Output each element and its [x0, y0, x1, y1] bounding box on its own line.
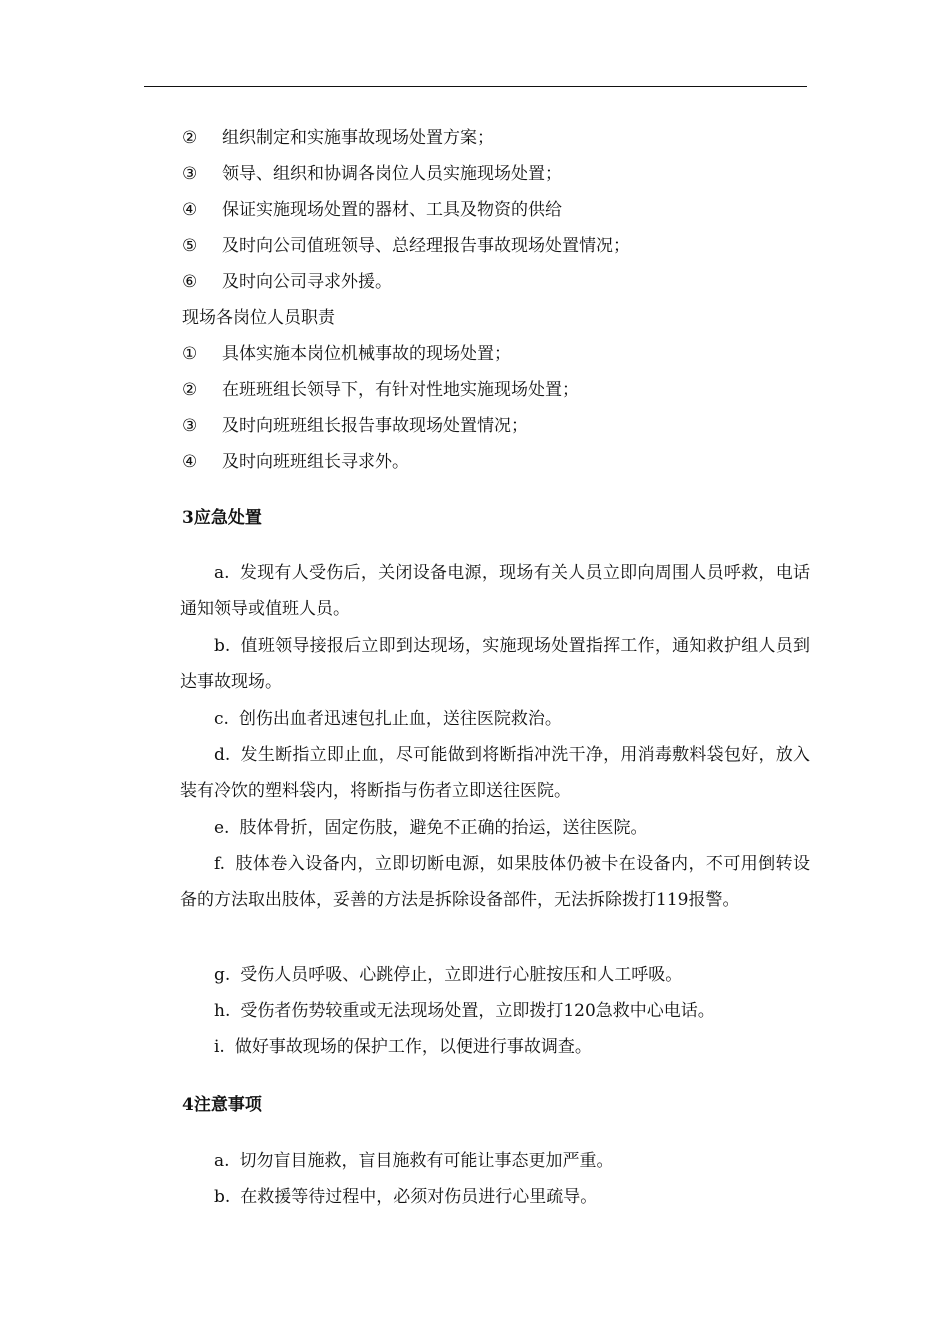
- paragraph-text: 发生断指立即止血，尽可能做到将断指冲洗干净，用消毒敷料袋包好，放入装有冷饮的塑料袋内，将断指与伤者立即送往医院。: [180, 745, 810, 801]
- item-marker: a.: [214, 563, 230, 583]
- list-text: 保证实施现场处置的器材、工具及物资的供给: [222, 200, 562, 220]
- item-marker: c.: [214, 709, 229, 729]
- paragraph: [180, 810, 810, 846]
- paragraph-text: 肢体骨折，固定伤肢，避免不正确的抬运，送往医院。: [239, 818, 648, 838]
- item-marker: f.: [214, 854, 226, 874]
- paragraph: [180, 1029, 810, 1065]
- list-number: ③: [182, 416, 198, 436]
- list-text: 领导、组织和协调各岗位人员实施现场处置；: [222, 164, 562, 184]
- section-heading: 4注意事项: [182, 1095, 262, 1115]
- paragraph: [180, 993, 810, 1029]
- list-item: [182, 379, 579, 401]
- list-text: 组织制定和实施事故现场处置方案；: [222, 128, 494, 148]
- list-item: [182, 451, 409, 473]
- item-marker: h.: [214, 1001, 231, 1021]
- list-item: [182, 235, 630, 257]
- paragraph-text: 值班领导接报后立即到达现场，实施现场处置指挥工作，通知救护组人员到达事故现场。: [180, 636, 810, 692]
- list-number: ④: [182, 200, 198, 220]
- item-marker: b.: [214, 1187, 231, 1207]
- list-item: [182, 199, 562, 221]
- paragraph: [180, 1143, 810, 1179]
- list-number: ②: [182, 128, 198, 148]
- paragraph-text: 切勿盲目施救，盲目施救有可能让事态更加严重。: [239, 1151, 614, 1171]
- section-heading: 3应急处置: [182, 508, 262, 528]
- paragraph-text: 受伤人员呼吸、心跳停止，立即进行心脏按压和人工呼吸。: [240, 965, 683, 985]
- list-item: [182, 343, 511, 365]
- paragraph: [180, 737, 810, 809]
- staff-duties-title: 现场各岗位人员职责: [182, 308, 335, 328]
- item-marker: i.: [214, 1037, 225, 1057]
- list-text: 及时向班班组长报告事故现场处置情况；: [222, 416, 528, 436]
- list-text: 具体实施本岗位机械事故的现场处置；: [222, 344, 511, 364]
- paragraph-text: 肢体卷入设备内，立即切断电源，如果肢体仍被卡在设备内，不可用倒转设备的方法取出肢体，妥善的方法是拆除设备部件，无法拆除拨打119报警。: [180, 854, 810, 910]
- list-item: [182, 271, 392, 293]
- paragraph: [180, 701, 810, 737]
- list-number: ⑥: [182, 272, 198, 292]
- paragraph-text: 发现有人受伤后，关闭设备电源，现场有关人员立即向周围人员呼救，电话通知领导或值班人员。: [180, 563, 810, 619]
- paragraph: [180, 957, 810, 993]
- paragraph-text: 做好事故现场的保护工作，以便进行事故调查。: [234, 1037, 592, 1057]
- list-text: 及时向公司值班领导、总经理报告事故现场处置情况；: [222, 236, 630, 256]
- paragraph: [180, 555, 810, 627]
- list-number: ②: [182, 380, 198, 400]
- paragraph-text: 受伤者伤势较重或无法现场处置，立即拨打120急救中心电话。: [240, 1001, 715, 1021]
- paragraph-text: 在救援等待过程中，必须对伤员进行心里疏导。: [240, 1187, 598, 1207]
- header-rule: [144, 86, 807, 87]
- list-number: ⑤: [182, 236, 198, 256]
- list-number: ④: [182, 452, 198, 472]
- paragraph-text: 创伤出血者迅速包扎止血，送往医院救治。: [238, 709, 562, 729]
- item-marker: g.: [214, 965, 231, 985]
- list-text: 在班班组长领导下，有针对性地实施现场处置；: [222, 380, 579, 400]
- list-item: [182, 127, 494, 149]
- item-marker: e.: [214, 818, 230, 838]
- list-item: [182, 415, 528, 437]
- item-marker: b.: [214, 636, 231, 656]
- paragraph: [180, 628, 810, 700]
- list-text: 及时向班班组长寻求外。: [222, 452, 409, 472]
- item-marker: d.: [214, 745, 231, 765]
- list-text: 及时向公司寻求外援。: [222, 272, 392, 292]
- paragraph: [180, 1179, 810, 1215]
- list-number: ①: [182, 344, 198, 364]
- paragraph: [180, 846, 810, 918]
- list-item: [182, 163, 562, 185]
- list-number: ③: [182, 164, 198, 184]
- item-marker: a.: [214, 1151, 230, 1171]
